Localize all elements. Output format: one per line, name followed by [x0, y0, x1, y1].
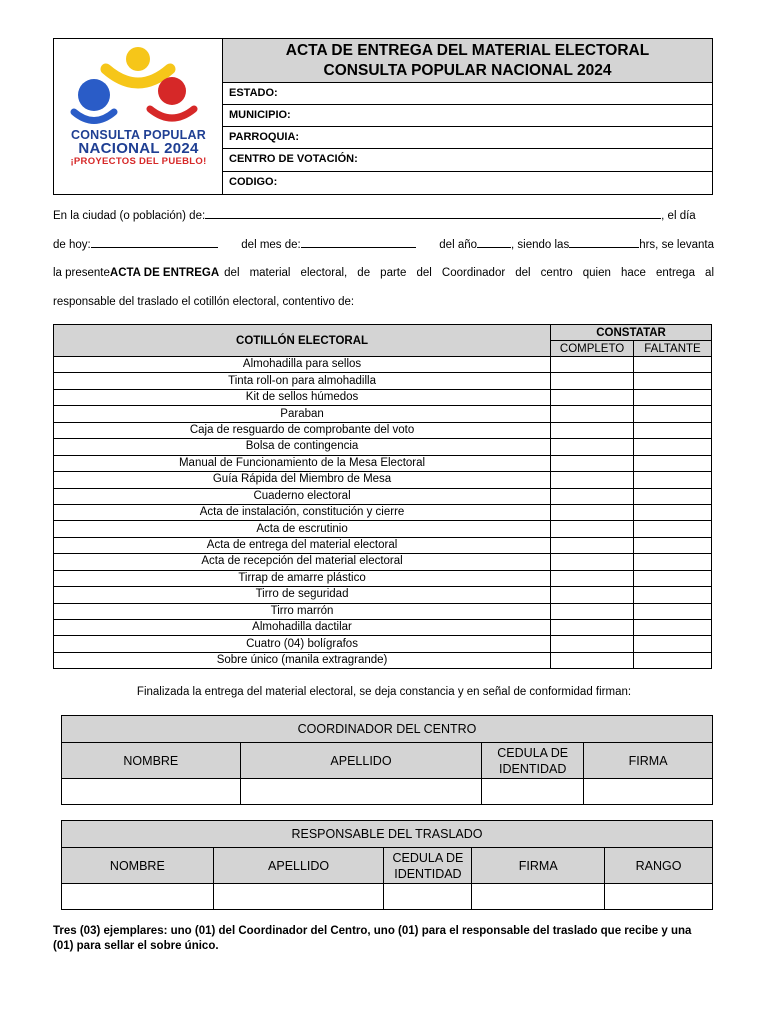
- completo-cell[interactable]: [551, 455, 634, 471]
- faltante-cell[interactable]: [634, 488, 712, 504]
- item-label: Acta de entrega del material electoral: [54, 537, 551, 553]
- transfer-col-apellido: APELLIDO: [213, 848, 384, 884]
- table-row: [54, 488, 712, 504]
- table-row: [54, 652, 712, 668]
- field-parroquia[interactable]: PARROQUIA:: [223, 127, 712, 149]
- material-table: [53, 324, 712, 669]
- faltante-cell[interactable]: [634, 537, 712, 553]
- coordinator-nombre-cell[interactable]: [62, 779, 241, 805]
- year-blank[interactable]: [477, 237, 511, 248]
- header-info: [223, 39, 712, 194]
- transfer-apellido-cell[interactable]: [213, 884, 384, 910]
- coordinator-cedula-cell[interactable]: [482, 779, 584, 805]
- text: ACTA DE ENTREGA: [109, 267, 220, 279]
- completo-cell[interactable]: [551, 406, 634, 422]
- closing-statement: Finalizada la entrega del material electoral, se deja constancia y en señal de conformidad firman:: [136, 686, 632, 698]
- footer-note: Tres (03) ejemplares: uno (01) del Coordinador del Centro, uno (01) para el responsable del traslado que recibe y una (01) para sellar el sobre único.: [53, 925, 692, 952]
- completo-cell[interactable]: [551, 587, 634, 603]
- table-row: [54, 620, 712, 636]
- transfer-col-firma: FIRMA: [472, 848, 605, 884]
- faltante-cell[interactable]: [634, 587, 712, 603]
- document-title: [223, 39, 712, 83]
- document-header: [53, 38, 713, 195]
- completo-cell[interactable]: [551, 389, 634, 405]
- faltante-cell[interactable]: [634, 357, 712, 373]
- paragraph-line-2: [53, 237, 714, 252]
- transfer-col-nombre: NOMBRE: [62, 848, 214, 884]
- table-row: [54, 357, 712, 373]
- item-label: Tinta roll-on para almohadilla: [54, 373, 551, 389]
- text: , siendo las: [511, 239, 570, 251]
- table-row: [54, 537, 712, 553]
- faltante-cell[interactable]: [634, 620, 712, 636]
- completo-cell[interactable]: [551, 504, 634, 520]
- col-header-constatar: CONSTATAR: [551, 325, 712, 341]
- table-row: [54, 603, 712, 619]
- table-row: [54, 504, 712, 520]
- faltante-cell[interactable]: [634, 652, 712, 668]
- completo-cell[interactable]: [551, 603, 634, 619]
- table-row: [54, 389, 712, 405]
- col-header-faltante: FALTANTE: [634, 341, 712, 357]
- transfer-nombre-cell[interactable]: [62, 884, 214, 910]
- paragraph-line-1: [53, 208, 714, 223]
- logo-line-1: CONSULTA POPULAR: [71, 128, 206, 142]
- completo-cell[interactable]: [551, 570, 634, 586]
- coordinator-title: COORDINADOR DEL CENTRO: [62, 716, 713, 743]
- cedula-line-1: CEDULA DE: [392, 850, 464, 865]
- faltante-cell[interactable]: [634, 472, 712, 488]
- col-header-item: COTILLÓN ELECTORAL: [54, 325, 551, 357]
- transfer-col-cedula: [384, 848, 472, 884]
- item-label: Caja de resguardo de comprobante del voto: [54, 422, 551, 438]
- item-label: Manual de Funcionamiento de la Mesa Electoral: [54, 455, 551, 471]
- faltante-cell[interactable]: [634, 455, 712, 471]
- text: del mes de:: [241, 239, 301, 251]
- table-row: [54, 587, 712, 603]
- completo-cell[interactable]: [551, 620, 634, 636]
- coordinator-table: [61, 715, 713, 805]
- faltante-cell[interactable]: [634, 439, 712, 455]
- logo-slogan: ¡PROYECTOS DEL PUEBLO!: [70, 156, 207, 167]
- faltante-cell[interactable]: [634, 406, 712, 422]
- text: la presente: [53, 267, 110, 279]
- coordinator-col-nombre: NOMBRE: [62, 743, 241, 779]
- text: [439, 237, 714, 252]
- item-label: Acta de escrutinio: [54, 521, 551, 537]
- table-row: [54, 570, 712, 586]
- text: [53, 237, 218, 252]
- paragraph-line-3: [53, 266, 714, 280]
- item-label: Acta de instalación, constitución y cierre: [54, 504, 551, 520]
- coordinator-firma-cell[interactable]: [584, 779, 713, 805]
- text: del año: [439, 239, 478, 251]
- item-label: Acta de recepción del material electoral: [54, 554, 551, 570]
- faltante-cell[interactable]: [634, 570, 712, 586]
- completo-cell[interactable]: [551, 422, 634, 438]
- coordinator-col-firma: FIRMA: [584, 743, 713, 779]
- table-row: [54, 472, 712, 488]
- completo-cell[interactable]: [551, 521, 634, 537]
- col-header-completo: COMPLETO: [551, 341, 634, 357]
- material-items: [54, 357, 712, 669]
- table-row: [54, 439, 712, 455]
- completo-cell[interactable]: [551, 439, 634, 455]
- transfer-cedula-cell[interactable]: [384, 884, 472, 910]
- completo-cell[interactable]: [551, 357, 634, 373]
- faltante-cell[interactable]: [634, 603, 712, 619]
- logo-line-2: NACIONAL 2024: [78, 140, 199, 157]
- transfer-rango-cell[interactable]: [605, 884, 713, 910]
- title-line-2: CONSULTA POPULAR NACIONAL 2024: [323, 62, 612, 79]
- item-label: Almohadilla dactilar: [54, 620, 551, 636]
- item-label: Tirro marrón: [54, 603, 551, 619]
- field-codigo[interactable]: CODIGO:: [229, 175, 278, 188]
- cedula-line-1: CEDULA DE: [497, 745, 569, 760]
- item-label: Tirro de seguridad: [54, 587, 551, 603]
- field-municipio[interactable]: MUNICIPIO:: [223, 105, 712, 127]
- coordinator-col-cedula: [482, 743, 584, 779]
- hour-blank[interactable]: [569, 237, 639, 248]
- coordinator-apellido-cell[interactable]: [240, 779, 482, 805]
- table-row: [54, 521, 712, 537]
- item-label: Tirrap de amarre plástico: [54, 570, 551, 586]
- table-row: [54, 406, 712, 422]
- completo-cell[interactable]: [551, 652, 634, 668]
- completo-cell[interactable]: [551, 373, 634, 389]
- faltante-cell[interactable]: [634, 554, 712, 570]
- completo-cell[interactable]: [551, 554, 634, 570]
- text: , el día: [661, 210, 696, 222]
- item-label: Guía Rápida del Miembro de Mesa: [54, 472, 551, 488]
- completo-cell[interactable]: [551, 472, 634, 488]
- field-centro-votacion[interactable]: CENTRO DE VOTACIÓN:: [223, 149, 712, 171]
- paragraph-line-4: responsable del traslado el cotillón electoral, contentivo de:: [53, 296, 355, 308]
- faltante-cell[interactable]: [634, 373, 712, 389]
- completo-cell[interactable]: [551, 488, 634, 504]
- text: del material electoral, de parte del Coordinador del centro quien hace entrega al: [224, 267, 714, 279]
- day-blank[interactable]: [91, 237, 218, 248]
- text: [241, 237, 415, 252]
- cedula-line-2: IDENTIDAD: [499, 761, 567, 776]
- cedula-line-2: IDENTIDAD: [394, 866, 462, 881]
- faltante-cell[interactable]: [634, 504, 712, 520]
- completo-cell[interactable]: [551, 537, 634, 553]
- city-blank[interactable]: [205, 208, 661, 219]
- table-row: [54, 455, 712, 471]
- item-label: Paraban: [54, 406, 551, 422]
- transfer-table: [61, 820, 713, 910]
- item-label: Bolsa de contingencia: [54, 439, 551, 455]
- table-row: [54, 422, 712, 438]
- item-label: Kit de sellos húmedos: [54, 389, 551, 405]
- consulta-popular-logo-icon: [68, 45, 209, 131]
- faltante-cell[interactable]: [634, 636, 712, 652]
- faltante-cell[interactable]: [634, 422, 712, 438]
- transfer-firma-cell[interactable]: [472, 884, 605, 910]
- text: de hoy:: [53, 239, 91, 251]
- item-label: Cuatro (04) bolígrafos: [54, 636, 551, 652]
- title-line-1: ACTA DE ENTREGA DEL MATERIAL ELECTORAL: [285, 42, 650, 59]
- coordinator-col-apellido: APELLIDO: [240, 743, 482, 779]
- logo: [54, 39, 223, 194]
- faltante-cell[interactable]: [634, 389, 712, 405]
- transfer-col-rango: RANGO: [605, 848, 713, 884]
- text: hrs, se levanta: [639, 239, 714, 251]
- item-label: Almohadilla para sellos: [54, 357, 551, 373]
- table-row: [54, 636, 712, 652]
- text: En la ciudad (o población) de:: [53, 210, 206, 222]
- item-label: Sobre único (manila extragrande): [54, 652, 551, 668]
- faltante-cell[interactable]: [634, 521, 712, 537]
- field-estado[interactable]: ESTADO:: [223, 83, 712, 105]
- item-label: Cuaderno electoral: [54, 488, 551, 504]
- month-blank[interactable]: [301, 237, 416, 248]
- table-row: [54, 373, 712, 389]
- completo-cell[interactable]: [551, 636, 634, 652]
- transfer-title: RESPONSABLE DEL TRASLADO: [62, 821, 713, 848]
- table-row: [54, 554, 712, 570]
